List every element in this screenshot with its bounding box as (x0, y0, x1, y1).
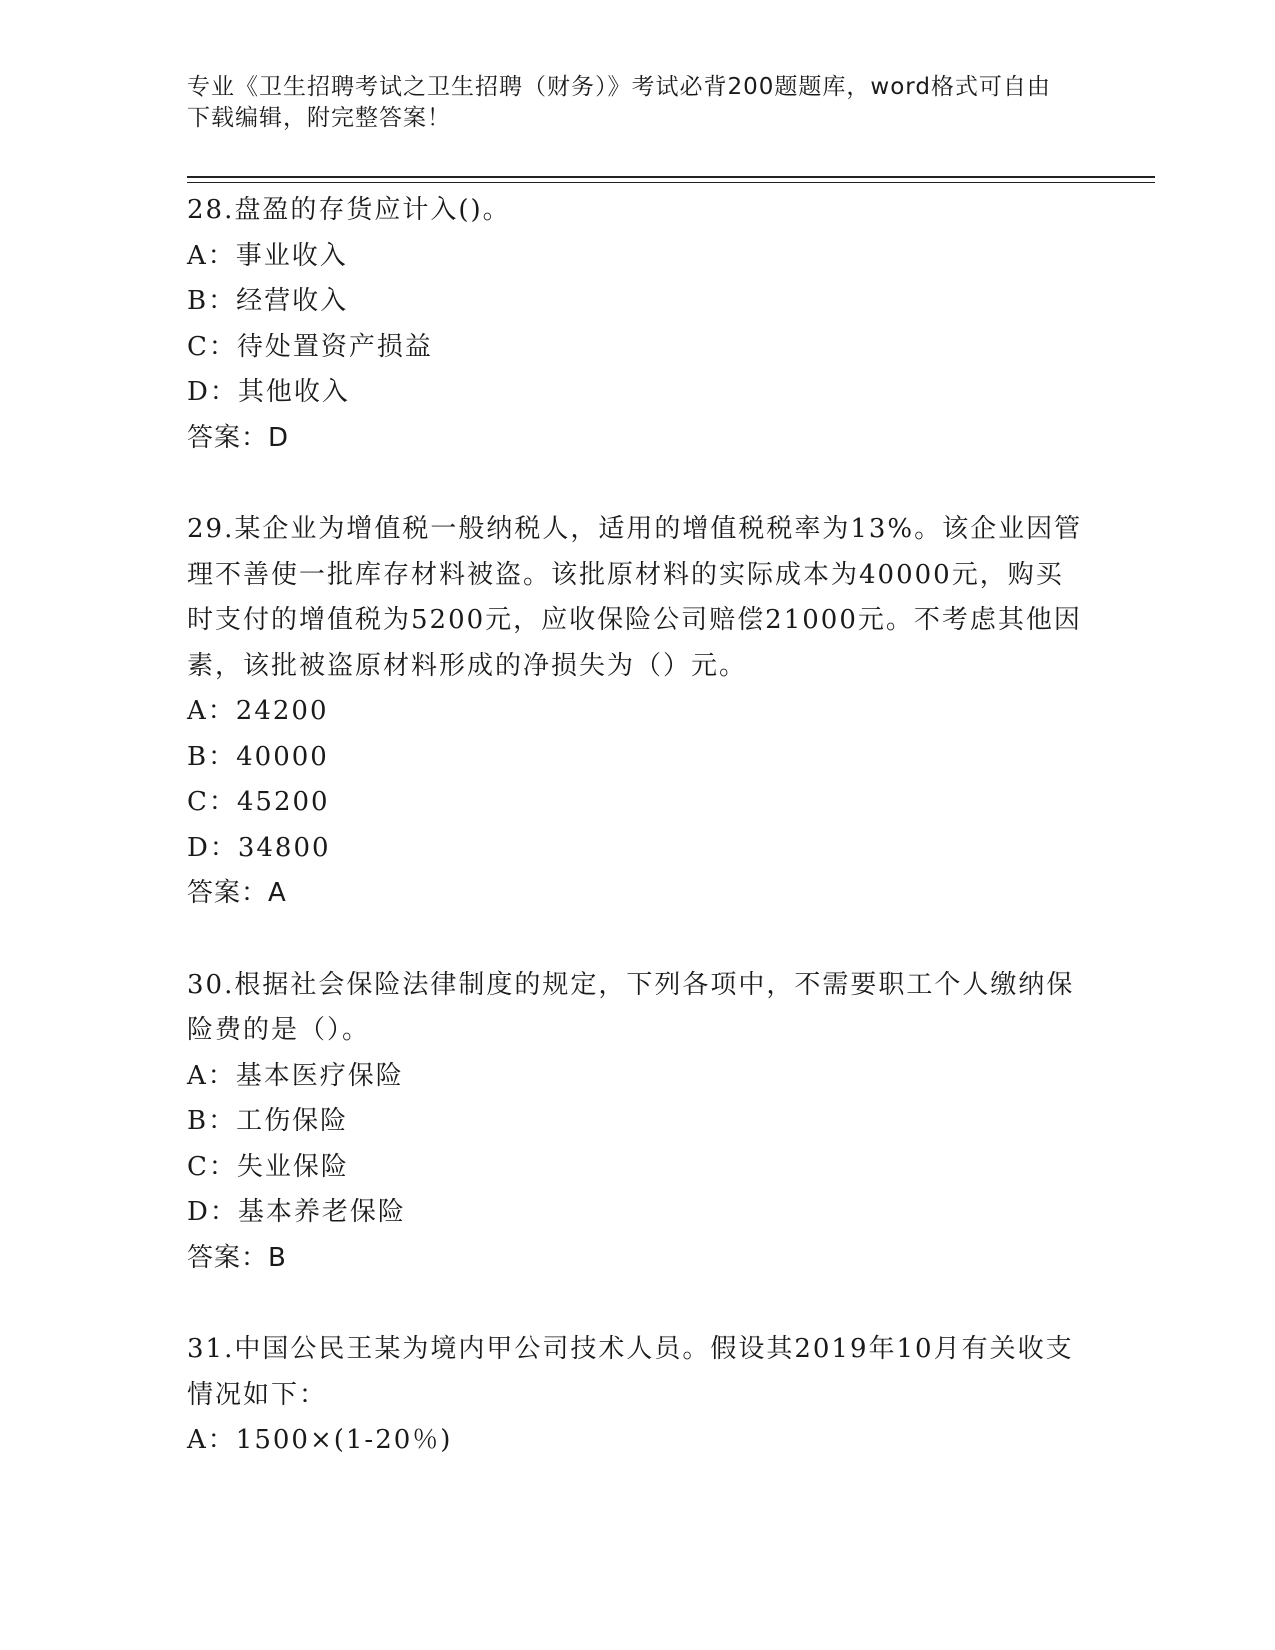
question-stem: 31.中国公民王某为境内甲公司技术人员。假设其2019年10月有关收支情况如下： (187, 1334, 1074, 1410)
option-d: D：其他收入 (187, 377, 350, 407)
option-a: A：1500×(1-20％) (187, 1425, 453, 1455)
option-c: C：待处置资产损益 (187, 331, 433, 362)
question-stem: 29.某企业为增值税一般纳税人，适用的增值税税率为13%。该企业因管理不善使一批库存材料被盗。该批原材料的实际成本为40000元，购买时支付的增值税为5200元，应收保险公司赔偿21000元。不考虑其他因素，该批被盗原材料形成的净损失为（）元。 (187, 514, 1083, 681)
document-header: 专业《卫生招聘考试之卫生招聘（财务）》考试必背200题题库，word格式可自由下载编辑，附完整答案！ (187, 74, 1051, 131)
answer: 答案：D (187, 422, 290, 453)
question-28 (187, 188, 1087, 461)
option-b: B：40000 (187, 741, 329, 772)
answer: 答案：B (187, 1242, 287, 1273)
header-rule-thick (187, 176, 1155, 178)
question-31 (187, 1327, 1087, 1464)
question-stem: 30.根据社会保险法律制度的规定，下列各项中，不需要职工个人缴纳保险费的是（）。 (187, 969, 1075, 1045)
question-stem: 28.盘盈的存货应计入()。 (187, 195, 511, 225)
option-d: D：基本养老保险 (187, 1197, 406, 1227)
option-d: D：34800 (187, 832, 331, 863)
option-b: B：工伤保险 (187, 1106, 349, 1136)
option-a: A：事业收入 (187, 240, 348, 271)
option-b: B：经营收入 (187, 286, 349, 316)
question-29 (187, 507, 1087, 917)
option-a: A：24200 (187, 696, 329, 726)
option-c: C：失业保险 (187, 1151, 349, 1182)
option-a: A：基本医疗保险 (187, 1060, 404, 1091)
answer: 答案：A (187, 878, 287, 908)
header-rule-thin (187, 182, 1155, 183)
question-list (187, 188, 1087, 1510)
option-c: C：45200 (187, 787, 330, 817)
question-30 (187, 963, 1087, 1282)
